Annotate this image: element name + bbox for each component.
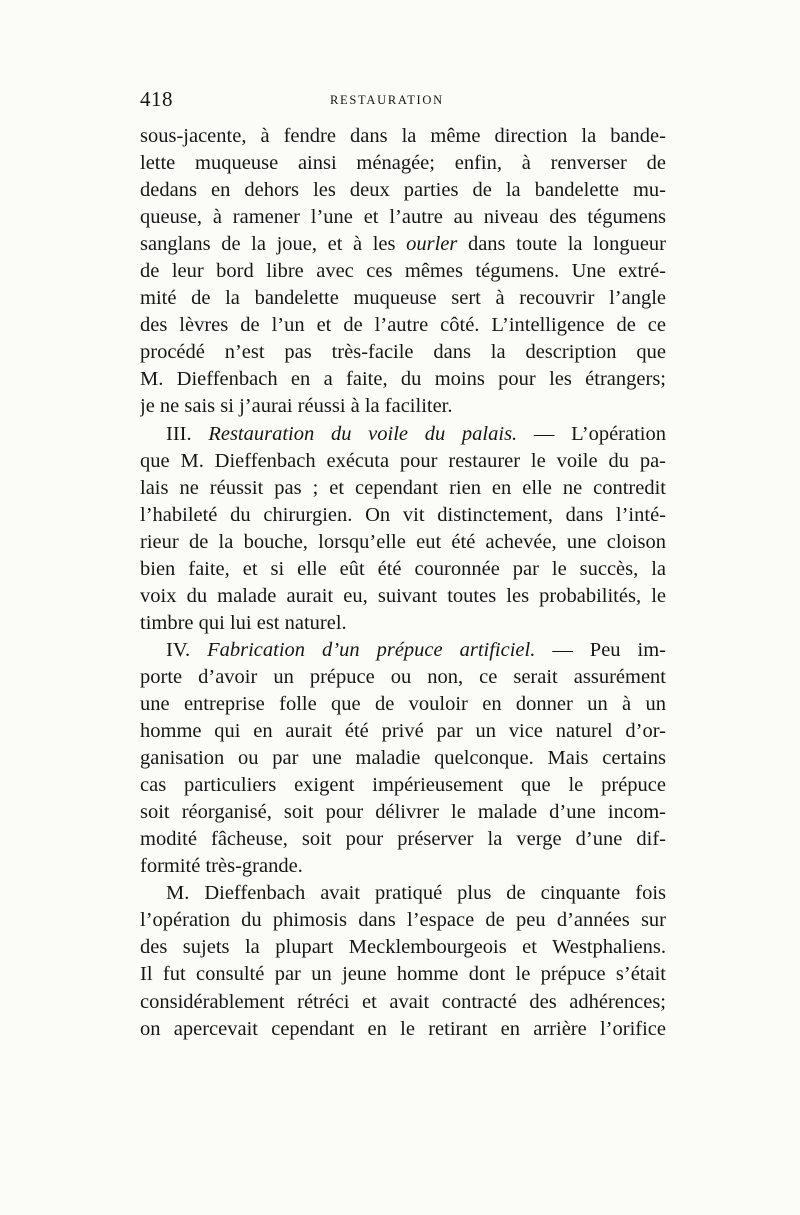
text-segment: lette muqueuse ainsi ménagée; enfin, à renverser de xyxy=(140,152,666,175)
text-segment: IV. xyxy=(166,638,208,661)
text-segment: que M. Dieffenbach exécuta pour restaurer le voile du pa- xyxy=(140,449,666,472)
text-segment: M. Dieffenbach en a faite, du moins pour les étrangers; xyxy=(140,368,666,391)
text-segment: timbre qui lui est naturel. xyxy=(140,611,347,634)
text-segment: soit réorganisé, soit pour délivrer le malade d’une incom- xyxy=(140,801,666,824)
page-number: 418 xyxy=(140,87,173,111)
text-line xyxy=(140,448,666,475)
text-line xyxy=(140,177,666,204)
text-segment: considérablement rétréci et avait contracté des adhérences; xyxy=(140,990,666,1013)
text-line xyxy=(140,285,666,312)
text-segment: formité très-grande. xyxy=(140,855,303,878)
text-line xyxy=(140,529,666,556)
text-line xyxy=(140,934,666,961)
text-line xyxy=(140,880,666,907)
text-line xyxy=(140,258,666,285)
text-line xyxy=(140,475,666,502)
text-line xyxy=(140,610,666,637)
text-line xyxy=(140,691,666,718)
text-segment: sous-jacente, à fendre dans la même direction la bande- xyxy=(140,125,666,147)
text-segment: bien faite, et si elle eût été couronnée par le succès, la xyxy=(140,557,666,580)
text-line xyxy=(140,502,666,529)
text-segment: des sujets la plupart Mecklembourgeois et Westphaliens. xyxy=(140,936,666,959)
text-line xyxy=(140,421,666,448)
text-segment: queuse, à ramener l’une et l’autre au niveau des tégumens xyxy=(140,206,666,229)
text-line xyxy=(140,123,666,150)
text-segment: dedans en dehors les deux parties de la bandelette mu- xyxy=(140,179,666,202)
text-segment: je ne sais si j’aurai réussi à la faciliter. xyxy=(140,395,453,418)
text-line xyxy=(140,718,666,745)
text-line xyxy=(140,150,666,177)
italic-segment: ourler xyxy=(406,233,458,256)
text-body xyxy=(140,123,666,1043)
text-line xyxy=(140,204,666,231)
text-line xyxy=(140,989,666,1016)
text-line xyxy=(140,961,666,988)
italic-segment: Fabrication d’un prépuce artificiel. xyxy=(207,638,536,661)
text-line xyxy=(140,772,666,799)
text-segment: dans toute la longueur xyxy=(457,233,666,256)
text-line xyxy=(140,231,666,258)
text-segment: procédé n’est pas très-facile dans la description que xyxy=(140,341,666,364)
text-line xyxy=(140,637,666,664)
text-segment: rieur de la bouche, lorsqu’elle eut été achevée, une cloison xyxy=(140,530,666,553)
text-segment: mité de la bandelette muqueuse sert à recouvrir l’angle xyxy=(140,287,666,310)
text-segment: l’habileté du chirurgien. On vit distinctement, dans l’inté- xyxy=(140,503,666,526)
text-line xyxy=(140,1016,666,1043)
text-segment: on apercevait cependant en le retirant en arrière l’orifice xyxy=(140,1017,666,1040)
text-segment: Il fut consulté par un jeune homme dont le prépuce s’était xyxy=(140,963,666,986)
running-title: RESTAURATION xyxy=(330,93,444,107)
text-line xyxy=(140,799,666,826)
text-line xyxy=(140,366,666,393)
text-segment: M. Dieffenbach avait pratiqué plus de cinquante fois xyxy=(166,882,666,905)
text-segment: porte d’avoir un prépuce ou non, ce serait assurément xyxy=(140,665,666,688)
text-line xyxy=(140,583,666,610)
text-line xyxy=(140,664,666,691)
text-segment: cas particuliers exigent impérieusement que le prépuce xyxy=(140,774,666,797)
text-line xyxy=(140,853,666,880)
text-segment: l’opération du phimosis dans l’espace de peu d’années sur xyxy=(140,909,666,932)
text-line xyxy=(140,745,666,772)
text-line xyxy=(140,312,666,339)
text-segment: — L’opération xyxy=(517,422,666,445)
text-segment: une entreprise folle que de vouloir en donner un à un xyxy=(140,692,666,715)
text-line xyxy=(140,556,666,583)
text-line xyxy=(140,339,666,366)
text-line xyxy=(140,826,666,853)
text-segment: ganisation ou par une maladie quelconque. Mais certains xyxy=(140,747,666,770)
text-line xyxy=(140,393,666,420)
italic-segment: Restauration du voile du palais. xyxy=(208,422,518,445)
text-segment: de leur bord libre avec ces mêmes tégumens. Une extré- xyxy=(140,260,666,283)
text-segment: homme qui en aurait été privé par un vice naturel d’or- xyxy=(140,720,666,743)
text-segment: III. xyxy=(166,422,209,445)
text-segment: des lèvres de l’un et de l’autre côté. L’intelligence de ce xyxy=(140,314,666,337)
text-segment: voix du malade aurait eu, suivant toutes les probabilités, le xyxy=(140,584,666,607)
text-line xyxy=(140,907,666,934)
text-segment: — Peu im- xyxy=(535,638,666,661)
text-segment: sanglans de la joue, et à les xyxy=(140,233,407,256)
text-segment: lais ne réussit pas ; et cependant rien en elle ne contredit xyxy=(140,476,666,499)
text-segment: modité fâcheuse, soit pour préserver la verge d’une dif- xyxy=(140,828,666,851)
